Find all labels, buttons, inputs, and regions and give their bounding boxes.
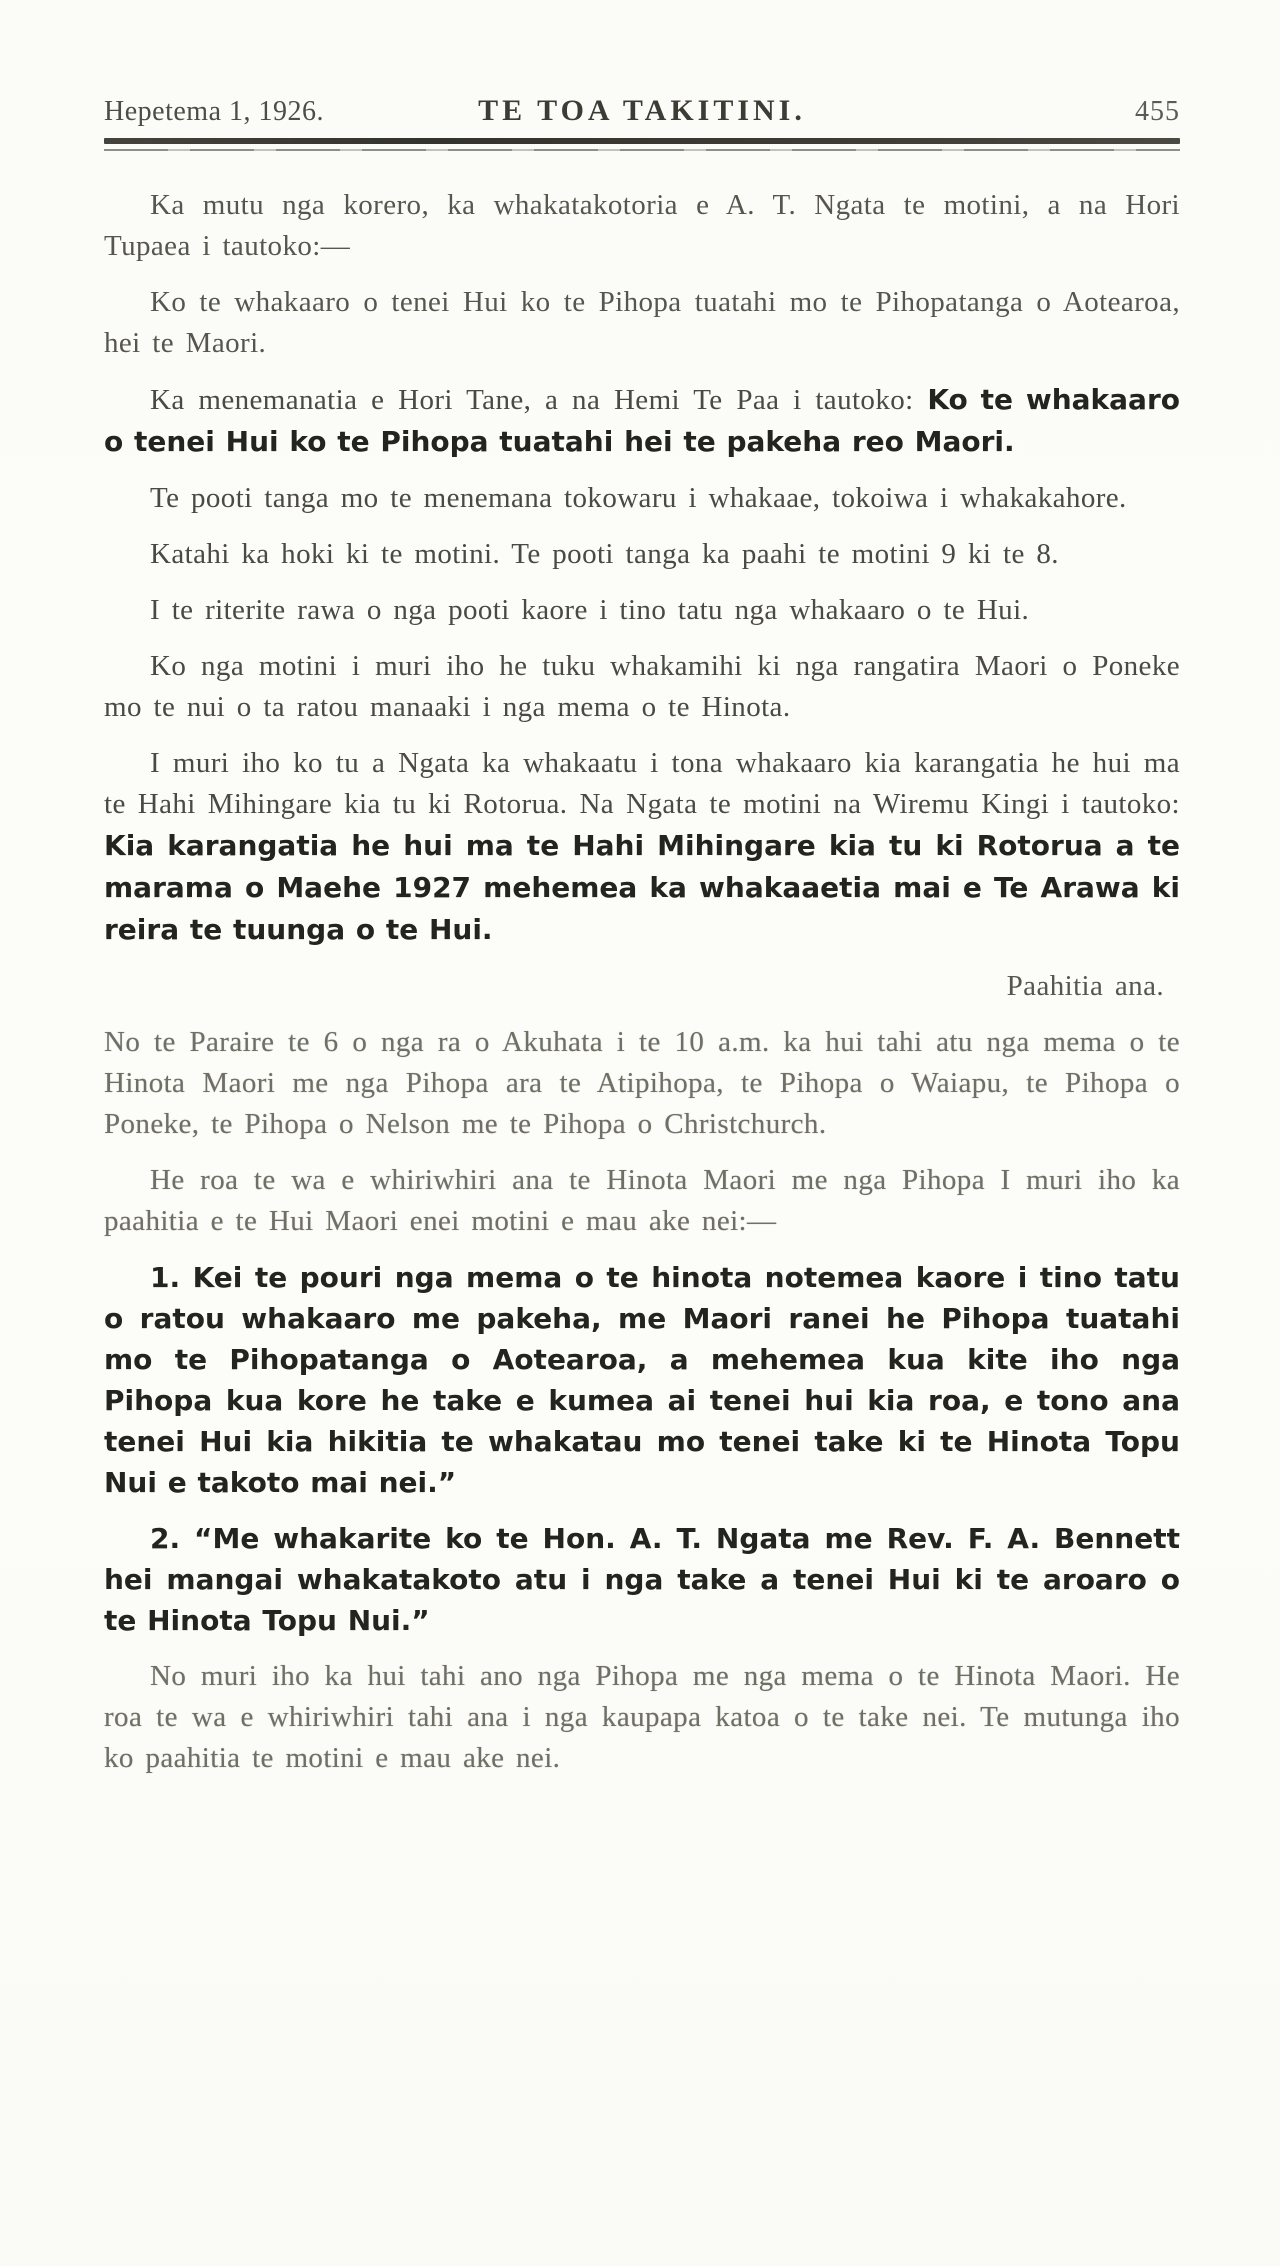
header-rule-thin <box>104 149 1180 151</box>
paragraph-text: Paahitia ana. <box>1006 970 1164 1002</box>
paragraph-text: Ka mutu nga korero, ka whakatakotoria e A. T. Ngata te motini, a na Hori Tupaea i tautoko:— <box>104 189 1180 262</box>
paragraph-text: Ka menemanatia e Hori Tane, a na Hemi Te Paa i tautoko: <box>150 384 928 416</box>
paragraph-5 <box>104 534 1180 575</box>
paragraph-text: He roa te wa e whiriwhiri ana te Hinota Maori me nga Pihopa I muri iho ka paahitia e te Hui Maori enei motini e mau ake nei:— <box>104 1164 1180 1237</box>
motion-text: 1. Kei te pouri nga mema o te hinota notemea kaore i tino tatu o ratou whakaaro me pakeha, me Maori ranei he Pihopa tuatahi mo te Pihopatanga o Aotearoa, a mehemea kua kite iho nga Pihopa kua kore he take e kumea ai tenei hui kia roa, e tono ana tenei Hui kia hikitia te whakatau mo tenei take ki te Hinota Topu Nui e takoto mai nei.” <box>104 1261 1180 1499</box>
motion-text: Kia karangatia he hui ma te Hahi Mihingare kia tu ki Rotorua a te marama o Maehe 1927 mehemea ka whakaaetia mai e Te Arawa ki reira te tuunga o te Hui. <box>104 829 1180 946</box>
paragraph-8 <box>104 743 1180 951</box>
page-header <box>104 94 1180 128</box>
paragraph-11 <box>104 1160 1180 1242</box>
motion-text: 2. “Me whakarite ko te Hon. A. T. Ngata me Rev. F. A. Bennett hei mangai whakatakoto atu i nga take a tenei Hui ki te aroaro o te Hinota Topu Nui.” <box>104 1522 1180 1637</box>
paragraph-6 <box>104 590 1180 631</box>
issue-date: Hepetema 1, 1926. <box>104 96 324 127</box>
article-body <box>104 185 1180 1779</box>
motion-paragraph-1 <box>104 1257 1180 1503</box>
paragraph-7 <box>104 646 1180 728</box>
motion-paragraph-2 <box>104 1518 1180 1641</box>
paragraph-2 <box>104 282 1180 364</box>
paragraph-text: No muri iho ka hui tahi ano nga Pihopa me nga mema o te Hinota Maori. He roa te wa e whiriwhiri tahi ana i nga kaupapa katoa o te take nei. Te mutunga iho ko paahitia te motini e mau ake nei. <box>104 1660 1180 1774</box>
paragraph-4 <box>104 478 1180 519</box>
page-number: 455 <box>1135 96 1180 127</box>
paragraph-text: No te Paraire te 6 o nga ra o Akuhata i te 10 a.m. ka hui tahi atu nga mema o te Hinota Maori me nga Pihopa ara te Atipihopa, te Pihopa o Waiapu, te Pihopa o Poneke, te Pihopa o Nelson me te Pihopa o Christchurch. <box>104 1026 1180 1140</box>
paragraph-text: Ko nga motini i muri iho he tuku whakamihi ki nga rangatira Maori o Poneke mo te nui o ta ratou manaaki i nga mema o te Hinota. <box>104 650 1180 723</box>
paragraph-text: Katahi ka hoki ki te motini. Te pooti tanga ka paahi te motini 9 ki te 8. <box>150 538 1059 570</box>
header-rule-thick <box>104 138 1180 144</box>
paragraph-10 <box>104 1022 1180 1145</box>
paragraph-3 <box>104 379 1180 463</box>
motion-text: Ko te whakaaro o tenei Hui ko te Pihopa tuatahi hei te pakeha reo Maori. <box>104 383 1181 458</box>
paragraph-1 <box>104 185 1180 267</box>
masthead-title: TE TOA TAKITINI. <box>478 94 806 127</box>
paragraph-text: Te pooti tanga mo te menemana tokowaru i whakaae, tokoiwa i whakakahore. <box>150 482 1127 514</box>
paragraph-14 <box>104 1656 1180 1779</box>
paragraph-passed-note <box>104 966 1180 1007</box>
paragraph-text: Ko te whakaaro o tenei Hui ko te Pihopa tuatahi mo te Pihopatanga o Aotearoa, hei te Maori. <box>104 286 1180 359</box>
paragraph-text: I muri iho ko tu a Ngata ka whakaatu i tona whakaaro kia karangatia he hui ma te Hahi Mihingare kia tu ki Rotorua. Na Ngata te motini na Wiremu Kingi i tautoko: <box>104 747 1180 820</box>
paragraph-text: I te riterite rawa o nga pooti kaore i tino tatu nga whakaaro o te Hui. <box>150 594 1030 626</box>
